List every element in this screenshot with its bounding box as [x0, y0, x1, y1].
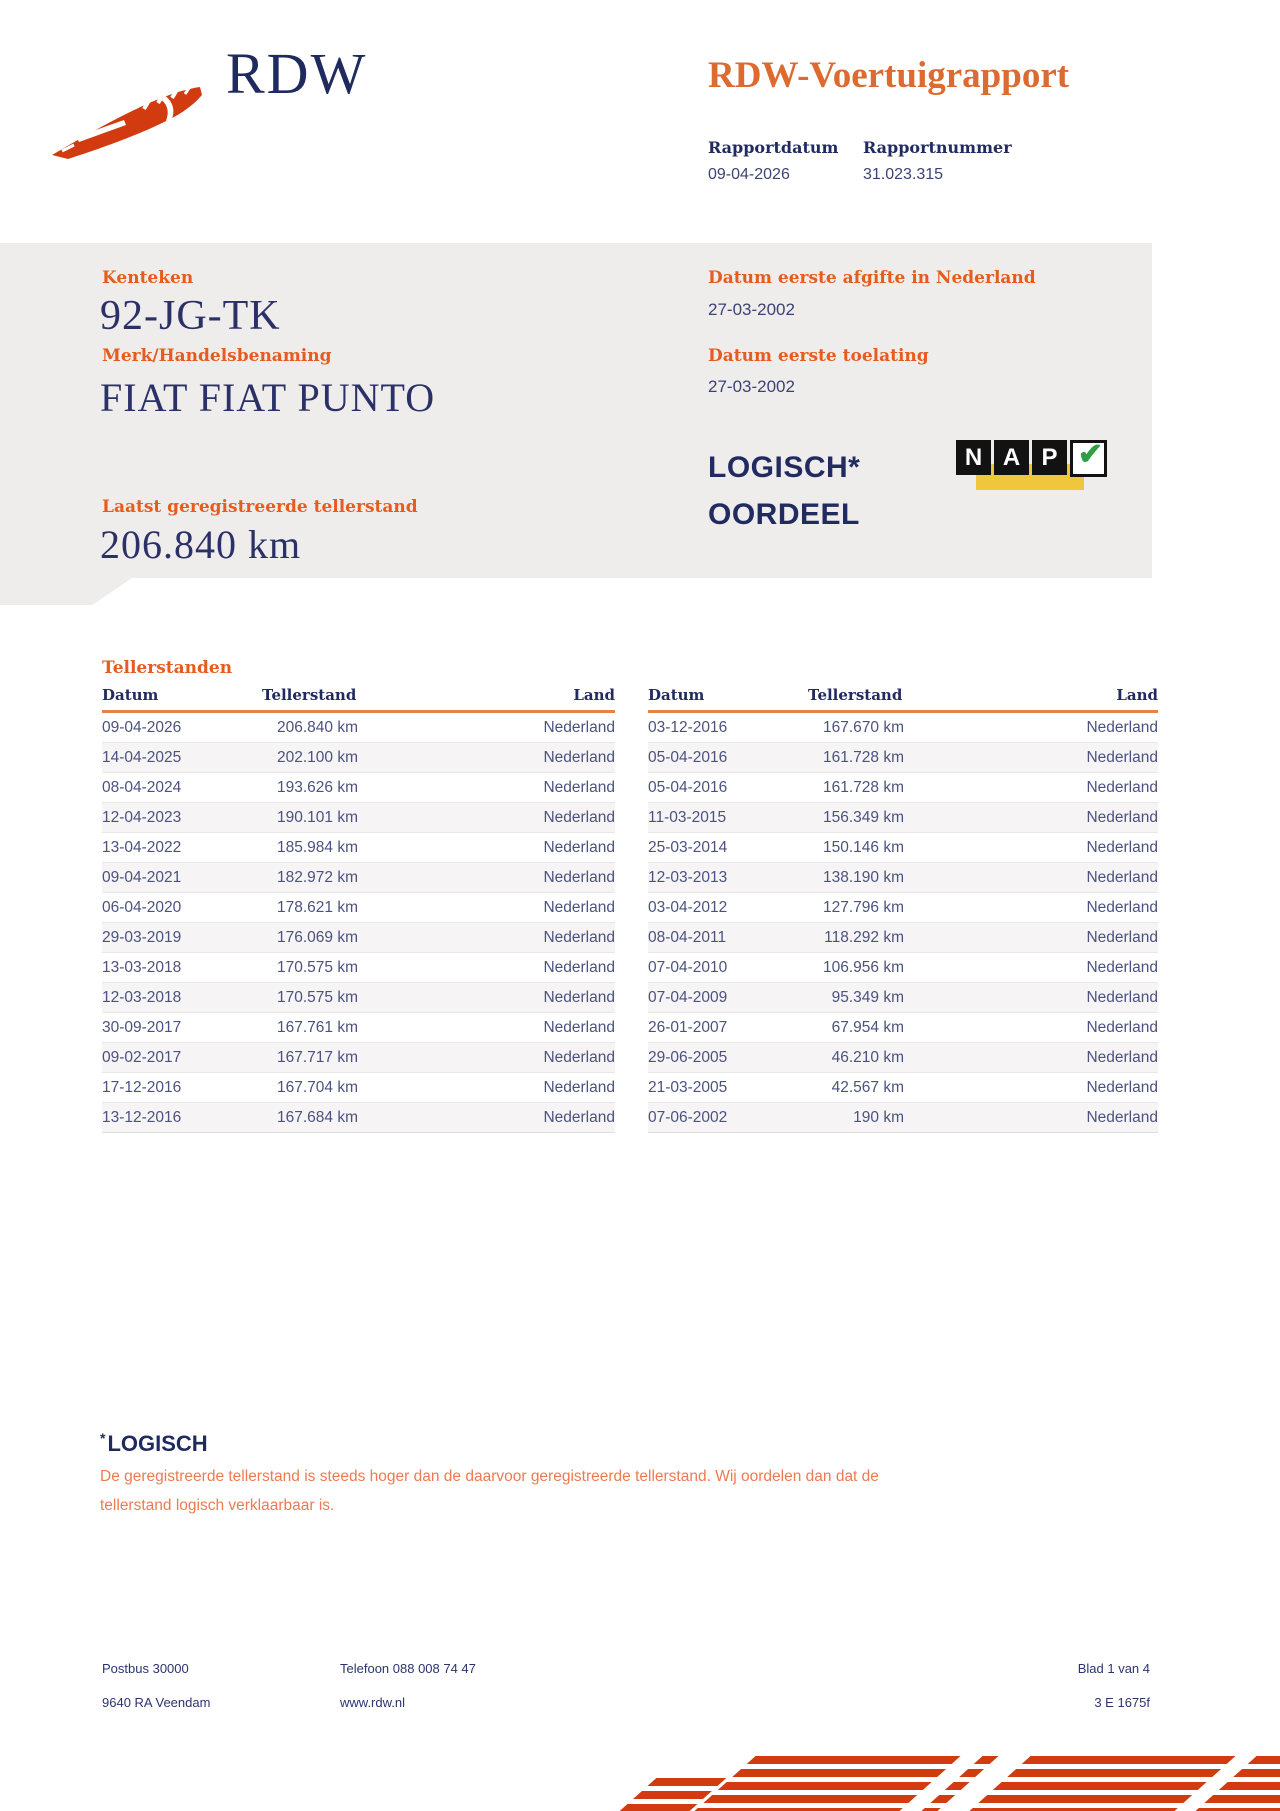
table-row	[648, 862, 1158, 892]
cell-tellerstand: 95.349 km	[831, 988, 904, 1006]
table-row	[102, 952, 615, 982]
tellerstand-label: Laatst geregistreerde tellerstand	[102, 497, 418, 517]
cell-tellerstand: 67.954 km	[831, 1018, 904, 1036]
col-header-datum: Datum	[102, 686, 159, 704]
nap-letter-p: P	[1032, 440, 1067, 475]
cell-land: Nederland	[1086, 928, 1158, 946]
cell-tellerstand: 170.575 km	[277, 958, 358, 976]
footer-phone: Telefoon 088 008 74 47	[340, 1661, 476, 1676]
cell-tellerstand: 176.069 km	[277, 928, 358, 946]
cell-land: Nederland	[543, 928, 615, 946]
cell-datum: 07-04-2010	[648, 958, 728, 976]
track-segment	[969, 1756, 1235, 1811]
cell-tellerstand: 167.704 km	[277, 1078, 358, 1096]
logisch-footnote-text: De geregistreerde tellerstand is steeds hoger dan de daarvoor geregistreerde tellerstand. Wij oordelen dan dat de tellerstand logisch verklaarbaar is.	[100, 1468, 879, 1514]
col-header-tellerstand: Tellerstand	[262, 686, 357, 704]
cell-land: Nederland	[543, 1018, 615, 1036]
col-header-land: Land	[573, 686, 615, 704]
table-row	[648, 952, 1158, 982]
col-header-tellerstand: Tellerstand	[808, 686, 903, 704]
nap-logo	[956, 437, 1104, 498]
cell-datum: 09-02-2017	[102, 1048, 182, 1066]
rdw-wing-logo-icon	[46, 62, 206, 165]
oordeel-line1: LOGISCH*	[708, 451, 861, 484]
logisch-footnote-title	[100, 1430, 208, 1457]
cell-tellerstand: 167.670 km	[823, 718, 904, 736]
cell-land: Nederland	[543, 748, 615, 766]
cell-tellerstand: 138.190 km	[823, 868, 904, 886]
cell-tellerstand: 161.728 km	[823, 778, 904, 796]
cell-tellerstand: 46.210 km	[831, 1048, 904, 1066]
tire-track-graphic	[620, 1756, 1280, 1811]
table-row	[648, 832, 1158, 862]
tellerstand-value: 206.840 km	[100, 522, 302, 567]
cell-datum: 29-06-2005	[648, 1048, 728, 1066]
asterisk: *	[100, 1430, 106, 1446]
cell-land: Nederland	[1086, 838, 1158, 856]
cell-land: Nederland	[543, 958, 615, 976]
footnote-title-text: LOGISCH	[107, 1431, 208, 1456]
report-date-label: Rapportdatum	[708, 138, 839, 157]
cell-datum: 21-03-2005	[648, 1078, 728, 1096]
cell-datum: 05-04-2016	[648, 748, 728, 766]
cell-land: Nederland	[1086, 898, 1158, 916]
footer-form-code: 3 E 1675f	[1094, 1695, 1150, 1710]
cell-tellerstand: 167.761 km	[277, 1018, 358, 1036]
table-row	[102, 1072, 615, 1102]
table-header	[648, 686, 1158, 713]
table-row	[648, 922, 1158, 952]
cell-land: Nederland	[1086, 718, 1158, 736]
footer-website-link[interactable]: www.rdw.nl	[340, 1695, 406, 1710]
table-row	[648, 1042, 1158, 1072]
table-row	[102, 1102, 615, 1133]
mileage-tables	[102, 686, 1158, 1133]
table-row	[648, 892, 1158, 922]
cell-tellerstand: 178.621 km	[277, 898, 358, 916]
cell-tellerstand: 167.717 km	[277, 1048, 358, 1066]
cell-datum: 08-04-2011	[648, 928, 727, 946]
cell-datum: 03-04-2012	[648, 898, 728, 916]
table-row	[102, 1042, 615, 1072]
cell-tellerstand: 190.101 km	[277, 808, 358, 826]
report-number-value: 31.023.315	[863, 166, 944, 183]
cell-land: Nederland	[1086, 748, 1158, 766]
table-row	[102, 892, 615, 922]
cell-land: Nederland	[1086, 1108, 1158, 1126]
cell-tellerstand: 193.626 km	[277, 778, 358, 796]
cell-tellerstand: 106.956 km	[823, 958, 904, 976]
table-row	[648, 1012, 1158, 1042]
report-number-label: Rapportnummer	[863, 138, 1012, 157]
footer-postbus: Postbus 30000	[102, 1661, 189, 1676]
cell-datum: 17-12-2016	[102, 1078, 182, 1096]
cell-tellerstand: 150.146 km	[823, 838, 904, 856]
table-row	[102, 772, 615, 802]
cell-land: Nederland	[543, 988, 615, 1006]
footer-page-number: Blad 1 van 4	[1077, 1661, 1150, 1676]
cell-land: Nederland	[1086, 1018, 1158, 1036]
cell-land: Nederland	[1086, 778, 1158, 796]
table-row	[102, 1012, 615, 1042]
cell-datum: 06-04-2020	[102, 898, 182, 916]
nap-checkbox	[1070, 437, 1107, 477]
cell-land: Nederland	[543, 808, 615, 826]
cell-land: Nederland	[543, 1078, 615, 1096]
track-segment	[694, 1756, 960, 1811]
toelating-value: 27-03-2002	[708, 377, 795, 396]
oordeel-line2: OORDEEL	[708, 498, 860, 531]
nap-letter-a: A	[994, 440, 1029, 475]
table-row	[102, 832, 615, 862]
cell-datum: 03-12-2016	[648, 718, 728, 736]
check-icon: ✔	[1077, 437, 1104, 471]
cell-tellerstand: 206.840 km	[277, 718, 358, 736]
cell-datum: 13-03-2018	[102, 958, 182, 976]
toelating-label: Datum eerste toelating	[708, 346, 929, 366]
cell-land: Nederland	[1086, 1078, 1158, 1096]
table-row	[648, 742, 1158, 772]
table-row	[102, 862, 615, 892]
merk-label: Merk/Handelsbenaming	[102, 346, 332, 366]
cell-datum: 29-03-2019	[102, 928, 182, 946]
cell-land: Nederland	[1086, 1048, 1158, 1066]
report-date-value: 09-04-2026	[708, 166, 790, 183]
col-header-datum: Datum	[648, 686, 705, 704]
table-header	[102, 686, 615, 713]
nap-letter-n: N	[956, 440, 991, 475]
cell-land: Nederland	[1086, 868, 1158, 886]
col-header-land: Land	[1116, 686, 1158, 704]
cell-land: Nederland	[1086, 808, 1158, 826]
cell-land: Nederland	[1086, 958, 1158, 976]
cell-land: Nederland	[543, 898, 615, 916]
oordeel-verdict	[708, 444, 860, 538]
cell-datum: 25-03-2014	[648, 838, 728, 856]
mileage-table-left	[102, 686, 615, 1133]
table-row	[648, 1072, 1158, 1102]
table-row	[102, 982, 615, 1012]
mileage-table-right	[648, 686, 1158, 1133]
kenteken-value: 92-JG-TK	[100, 293, 281, 339]
cell-datum: 30-09-2017	[102, 1018, 182, 1036]
afgifte-label: Datum eerste afgifte in Nederland	[708, 268, 1036, 288]
tellerstanden-section-title: Tellerstanden	[102, 658, 233, 678]
cell-tellerstand: 202.100 km	[277, 748, 358, 766]
cell-tellerstand: 161.728 km	[823, 748, 904, 766]
cell-tellerstand: 190 km	[853, 1108, 904, 1126]
cell-land: Nederland	[543, 1048, 615, 1066]
cell-datum: 08-04-2024	[102, 778, 182, 796]
cell-datum: 26-01-2007	[648, 1018, 728, 1036]
cell-land: Nederland	[543, 838, 615, 856]
cell-datum: 11-03-2015	[648, 808, 727, 826]
footer-contact	[340, 1652, 476, 1720]
table-row	[102, 802, 615, 832]
cell-tellerstand: 167.684 km	[277, 1108, 358, 1126]
cell-tellerstand: 182.972 km	[277, 868, 358, 886]
table-body	[648, 713, 1158, 1133]
cell-tellerstand: 127.796 km	[823, 898, 904, 916]
cell-land: Nederland	[543, 778, 615, 796]
footer-address	[102, 1652, 210, 1720]
table-row	[648, 713, 1158, 742]
cell-datum: 12-04-2023	[102, 808, 182, 826]
table-body	[102, 713, 615, 1133]
cell-datum: 07-04-2009	[648, 988, 728, 1006]
cell-land: Nederland	[543, 718, 615, 736]
cell-datum: 12-03-2018	[102, 988, 182, 1006]
table-row	[648, 772, 1158, 802]
table-row	[648, 982, 1158, 1012]
cell-tellerstand: 170.575 km	[277, 988, 358, 1006]
cell-tellerstand: 156.349 km	[823, 808, 904, 826]
merk-value: FIAT FIAT PUNTO	[100, 375, 436, 420]
rdw-logo-text: RDW	[226, 41, 368, 106]
afgifte-value: 27-03-2002	[708, 300, 795, 319]
cell-tellerstand: 185.984 km	[277, 838, 358, 856]
kenteken-label: Kenteken	[102, 268, 194, 288]
cell-datum: 12-03-2013	[648, 868, 728, 886]
cell-tellerstand: 42.567 km	[831, 1078, 904, 1096]
page-title: RDW-Voertuigrapport	[708, 55, 1070, 96]
cell-datum: 13-04-2022	[102, 838, 182, 856]
cell-land: Nederland	[1086, 988, 1158, 1006]
cell-land: Nederland	[543, 1108, 615, 1126]
footer-city: 9640 RA Veendam	[102, 1695, 211, 1710]
cell-datum: 05-04-2016	[648, 778, 728, 796]
table-row	[102, 742, 615, 772]
cell-datum: 09-04-2026	[102, 718, 182, 736]
cell-datum: 07-06-2002	[648, 1108, 728, 1126]
footer-page-info	[1078, 1652, 1150, 1720]
table-row	[648, 802, 1158, 832]
cell-land: Nederland	[543, 868, 615, 886]
table-row	[102, 922, 615, 952]
cell-datum: 13-12-2016	[102, 1108, 182, 1126]
table-row	[102, 713, 615, 742]
cell-datum: 09-04-2021	[102, 868, 182, 886]
cell-tellerstand: 118.292 km	[824, 928, 904, 946]
cell-datum: 14-04-2025	[102, 748, 182, 766]
table-row	[648, 1102, 1158, 1133]
